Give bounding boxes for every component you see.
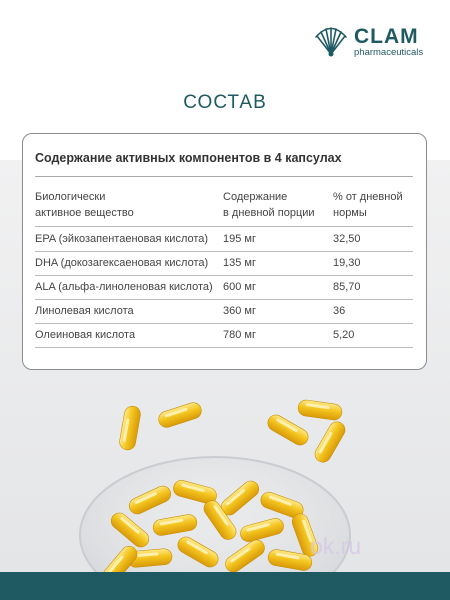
composition-card <box>22 133 427 370</box>
cell-amount: 135 мг <box>223 257 256 269</box>
cell-substance: Линолевая кислота <box>35 305 134 317</box>
cell-substance: DHA (докозагексаеновая кислота) <box>35 257 209 269</box>
cell-substance: EPA (эйкозапентаеновая кислота) <box>35 233 209 245</box>
header-row-line <box>35 205 413 227</box>
cell-percent: 85,70 <box>333 281 361 293</box>
cell-amount: 360 мг <box>223 305 256 317</box>
cell-amount: 600 мг <box>223 281 256 293</box>
capsule <box>118 405 141 451</box>
cell-substance: Олеиновая кислота <box>35 329 136 341</box>
divider <box>35 226 413 227</box>
brand-text <box>354 26 423 58</box>
brand-name: CLAM <box>354 25 419 49</box>
cell-amount: 780 мг <box>223 329 256 341</box>
capsule <box>297 399 343 421</box>
table-row <box>35 300 413 324</box>
capsule <box>157 401 204 430</box>
table-row <box>35 324 413 348</box>
title-divider <box>35 176 413 177</box>
brand-logo <box>313 22 438 62</box>
divider <box>35 347 413 348</box>
table-row <box>35 228 413 252</box>
cell-percent: 36 <box>333 305 346 317</box>
brand-subtitle: pharmaceuticals <box>354 47 424 59</box>
capsule <box>265 412 311 448</box>
capsules-illustration <box>0 380 450 600</box>
table-row <box>35 276 413 300</box>
cell-amount: 195 мг <box>223 233 256 245</box>
cell-percent: 32,50 <box>333 233 361 245</box>
cell-percent: 5,20 <box>333 329 355 341</box>
header-percent: % от дневной нормы <box>333 191 403 219</box>
header-amount: Содержание в дневной порции <box>223 191 315 219</box>
capsule <box>312 419 348 465</box>
footer-bar <box>0 572 450 600</box>
cell-substance: ALA (альфа-линоленовая кислота) <box>35 281 213 293</box>
table-row <box>35 252 413 276</box>
card-title: Содержание активных компонентов в 4 капсулах <box>35 151 342 165</box>
section-title: СОСТАВ <box>183 92 267 113</box>
shell-icon <box>313 24 349 60</box>
watermark-text: ok.ru <box>310 533 362 559</box>
cell-percent: 19,30 <box>333 257 361 269</box>
header-substance: Биологически активное вещество <box>35 191 134 219</box>
